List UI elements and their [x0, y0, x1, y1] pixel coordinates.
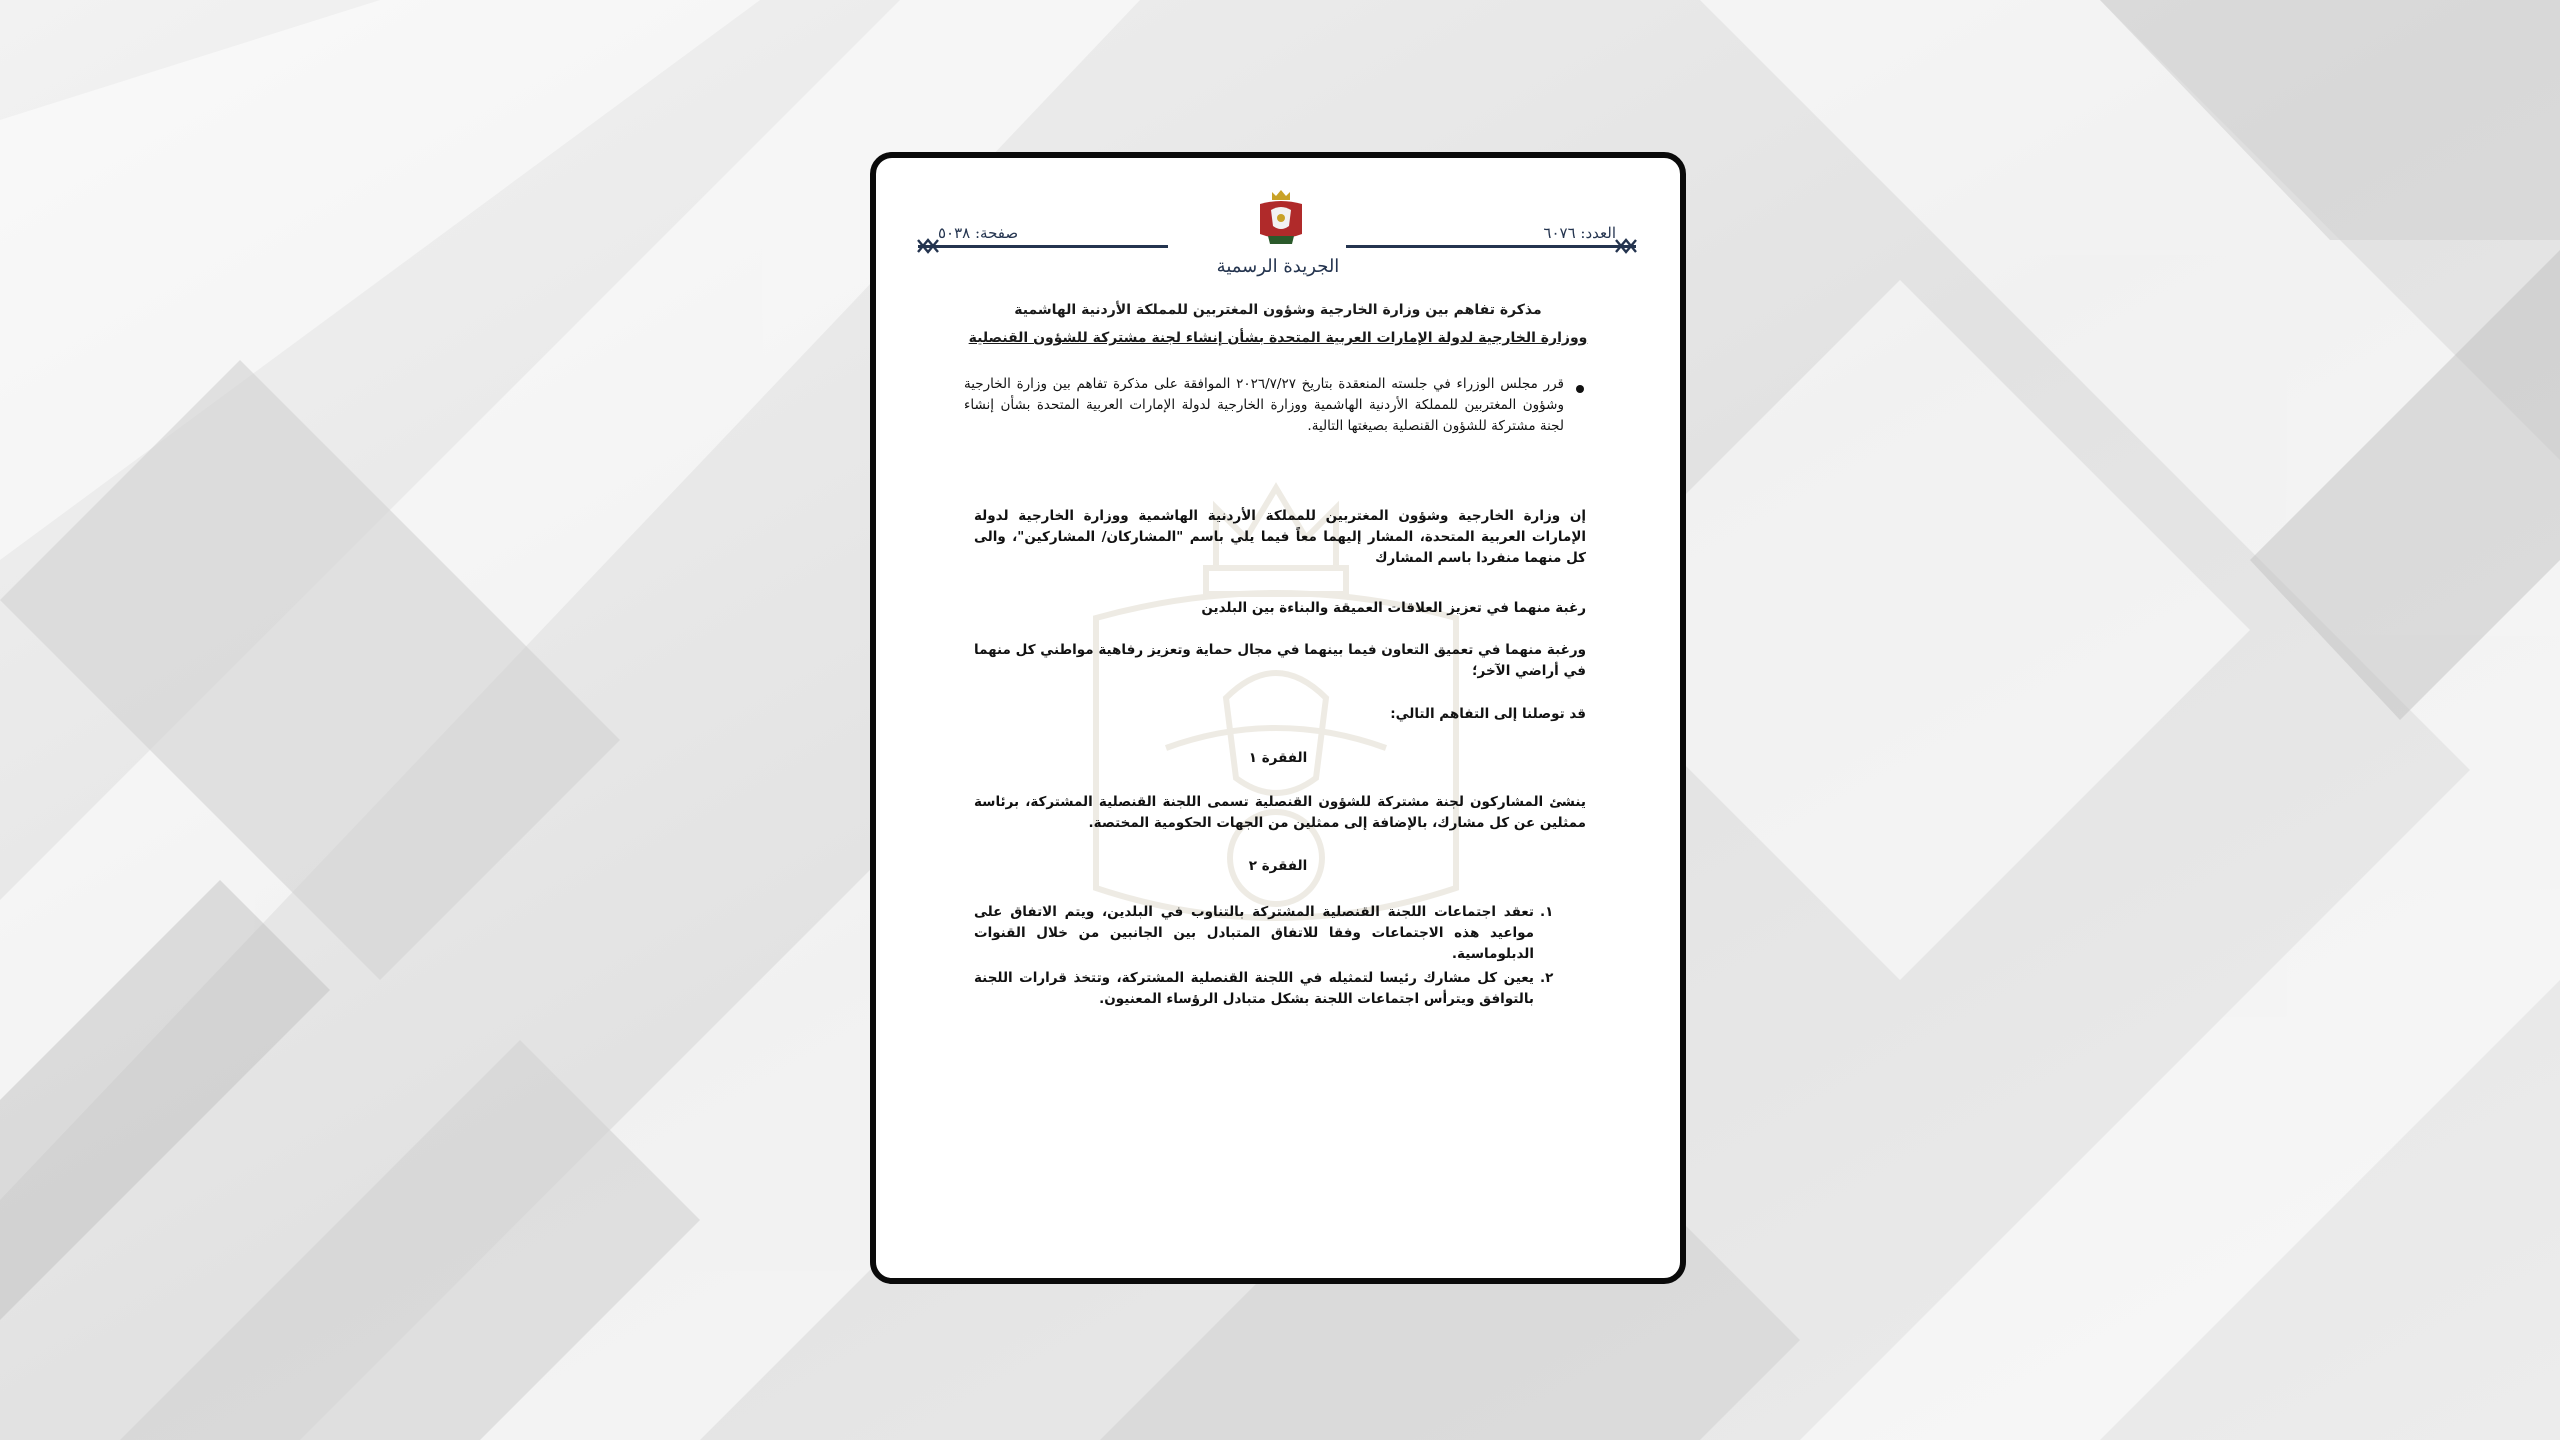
desire-paragraph-2: ورغبة منهما في تعميق التعاون فيما بينهما في مجال حماية وتعزيز رفاهية مواطني كل منهما في أراضي الآخر؛ [974, 642, 1586, 679]
ornament-knot-icon [1614, 238, 1638, 254]
clause-2-heading: الفقرة ٢ [1248, 858, 1308, 874]
preamble-paragraph: إن وزارة الخارجية وشؤون المغتربين للمملكة الأردنية الهاشمية ووزارة الخارجية لدولة الإمارات العربية المتحدة، المشار إليهما معاً فيما يلي باسم "المشاركان/ المشاركين"، والى كل منهما منفردا باسم المشارك [974, 508, 1586, 566]
header-rule-right [1346, 245, 1636, 248]
agreement-statement: قد توصلنا إلى التفاهم التالي: [1390, 706, 1586, 722]
issue-number: العدد: ٦٠٧٦ [1543, 224, 1616, 242]
desire-paragraph-1: رغبة منهما في تعزيز العلاقات العميقة والبناءة بين البلدين [1201, 600, 1586, 616]
clause-2-item-2: يعين كل مشارك رئيسا لتمثيله في اللجنة القنصلية المشتركة، وتتخذ قرارات اللجنة بالتوافق ويترأس اجتماعات اللجنة بشكل متبادل الرؤساء المعنيون. [974, 970, 1534, 1007]
bullet-marker [1576, 385, 1584, 393]
document-page [870, 152, 1686, 1284]
header-rule-left [918, 245, 1168, 248]
gazette-title: الجريدة الرسمية [1216, 256, 1340, 277]
jordan-coat-of-arms-icon [1254, 188, 1308, 248]
item-2-number: ٢. [1540, 970, 1554, 986]
clause-2-item-1: تعقد اجتماعات اللجنة القنصلية المشتركة بالتناوب في البلدين، ويتم الاتفاق على مواعيد هذه الاجتماعات وفقا للاتفاق المتبادل بين الجانبين من خلال القنوات الدبلوماسية. [974, 904, 1534, 962]
page-number: صفحة: ٥٠٣٨ [938, 224, 1019, 242]
document-title-line-2: ووزارة الخارجية لدولة الإمارات العربية المتحدة بشأن إنشاء لجنة مشتركة للشؤون القنصلية [968, 330, 1588, 346]
document-title-line-1: مذكرة تفاهم بين وزارة الخارجية وشؤون المغتربين للمملكة الأردنية الهاشمية [1014, 302, 1542, 318]
item-1-number: ١. [1540, 904, 1554, 920]
clause-1-heading: الفقرة ١ [1248, 750, 1308, 766]
clause-1-text: ينشئ المشاركون لجنة مشتركة للشؤون القنصلية تسمى اللجنة القنصلية المشتركة، برئاسة ممثلين عن كل مشارك، بالإضافة إلى ممثلين من الجهات الحكومية المختصة. [974, 794, 1586, 831]
ornament-knot-icon [916, 238, 940, 254]
cabinet-decision-paragraph: قرر مجلس الوزراء في جلسته المنعقدة بتاريخ ٢٠٢٦/٧/٢٧ الموافقة على مذكرة تفاهم بين وزارة الخارجية وشؤون المغتربين للمملكة الأردنية الهاشمية ووزارة الخارجية لدولة الإمارات العربية المتحدة بشأن إنشاء لجنة مشتركة للشؤون القنصلية بصيغتها التالية. [964, 376, 1564, 434]
